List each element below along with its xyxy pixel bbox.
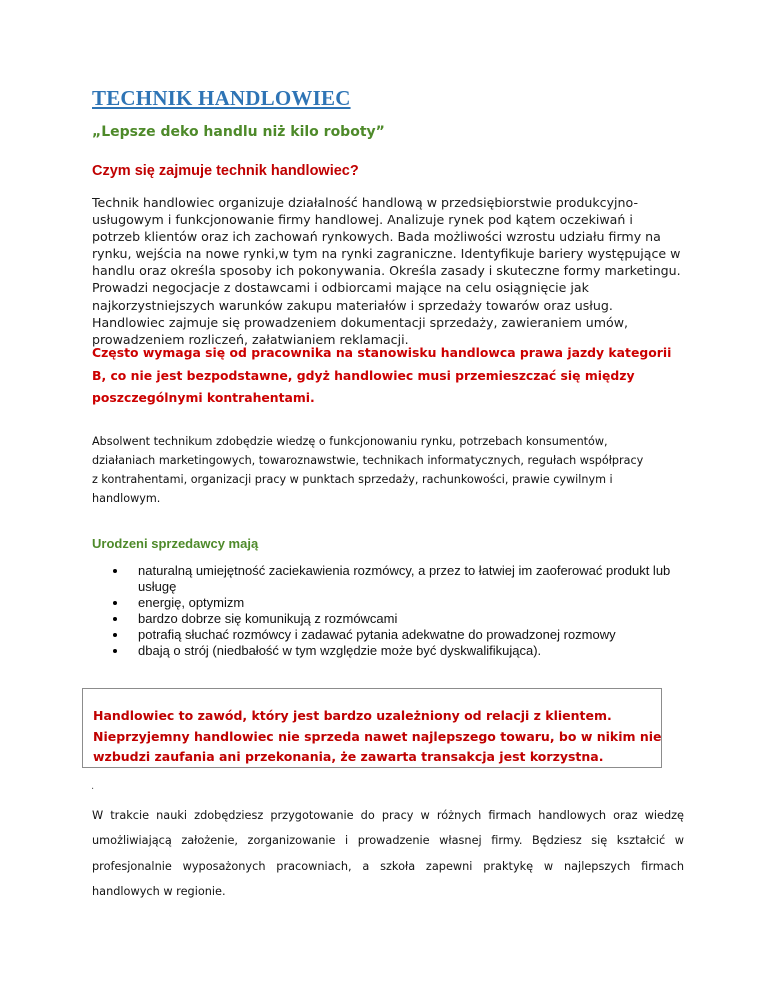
list-item-text: potrafią słuchać rozmówcy i zadawać pytania adekwatne do prowadzonej rozmowy xyxy=(138,626,616,642)
list-item xyxy=(92,563,692,594)
bullet-icon xyxy=(113,633,117,637)
document-title: TECHNIK HANDLOWIEC xyxy=(92,86,351,110)
bullet-icon xyxy=(113,617,117,621)
born-sellers-list xyxy=(92,563,692,659)
section-question: Czym się zajmuje technik handlowiec? xyxy=(92,163,359,179)
list-item xyxy=(92,627,692,643)
list-item-text: bardzo dobrze się komunikują z rozmówcami xyxy=(138,610,398,626)
bullet-icon xyxy=(113,649,117,653)
born-sellers-heading: Urodzeni sprzedawcy mają xyxy=(92,536,259,551)
list-item-text: energię, optymizm xyxy=(138,594,245,610)
driving-license-note: Często wymaga się od pracownika na stanowisku handlowca prawa jazdy kategorii B, co nie jest bezpodstawne, gdyż handlowiec musi przemieszczać się między poszczególnymi kontrahentami. xyxy=(92,345,672,405)
list-item xyxy=(92,643,692,659)
motto: „Lepsze deko handlu niż kilo roboty” xyxy=(92,124,385,140)
separator-dot: . xyxy=(91,781,95,792)
list-item-text: dbają o strój (niedbałość w tym względzie może być dyskwalifikująca). xyxy=(138,642,542,658)
intro-paragraph: Technik handlowiec organizuje działalność handlową w przedsiębiorstwie produkcyjno-usługowym i funkcjonowanie firmy handlowej. Analizuje rynek pod kątem oczekiwań i potrzeb klientów oraz ich zachowań rynkowych. Bada możliwości wzrostu udziału firmy na rynku, wejścia na nowe rynki,w tym na rynki zagraniczne. Identyfikuje bariery występujące w handlu oraz określa sposoby ich pokonywania. Określa zasady i skuteczne formy marketingu. Prowadzi negocjacje z dostawcami i odbiorcami mające na celu osiągnięcie jak najkorzystniejszych warunków zakupu materiałów i sprzedaży towarów oraz usług. Handlowiec zajmuje się prowadzeniem dokumentacji sprzedaży, zawieraniem umów, prowadzeniem rozliczeń, załatwianiem reklamacji. xyxy=(92,195,681,347)
list-item xyxy=(92,595,692,611)
graduate-paragraph: Absolwent technikum zdobędzie wiedzę o funkcjonowaniu rynku, potrzebach konsumentów, działaniach marketingowych, towaroznawstwie, technikach informatycznych, regułach współpracy z kontrahentami, organizacji pracy w punktach sprzedaży, rachunkowości, prawie cywilnym i handlowym. xyxy=(92,435,644,505)
callout-box xyxy=(82,688,662,768)
list-item-text: naturalną umiejętność zaciekawienia rozmówcy, a przez to łatwiej im zaoferować produkt lub usługę xyxy=(138,563,671,594)
training-paragraph: W trakcie nauki zdobędziesz przygotowanie do pracy w różnych firmach handlowych oraz wiedzę umożliwiającą założenie, zorganizowanie i prowadzenie własnej firmy. Będziesz się kształcić w profesjonalnie wyposażonych pracowniach, a szkoła zapewni praktykę w najlepszych firmach handlowych w regionie. xyxy=(92,809,684,898)
list-item xyxy=(92,611,692,627)
bullet-icon xyxy=(113,569,117,573)
callout-text: Handlowiec to zawód, który jest bardzo uzależniony od relacji z klientem. Nieprzyjemny handlowiec nie sprzeda nawet najlepszego towaru, bo w nikim nie wzbudzi zaufania ani przekonania, że zawarta transakcja jest korzystna. xyxy=(93,708,662,764)
bullet-icon xyxy=(113,601,117,605)
